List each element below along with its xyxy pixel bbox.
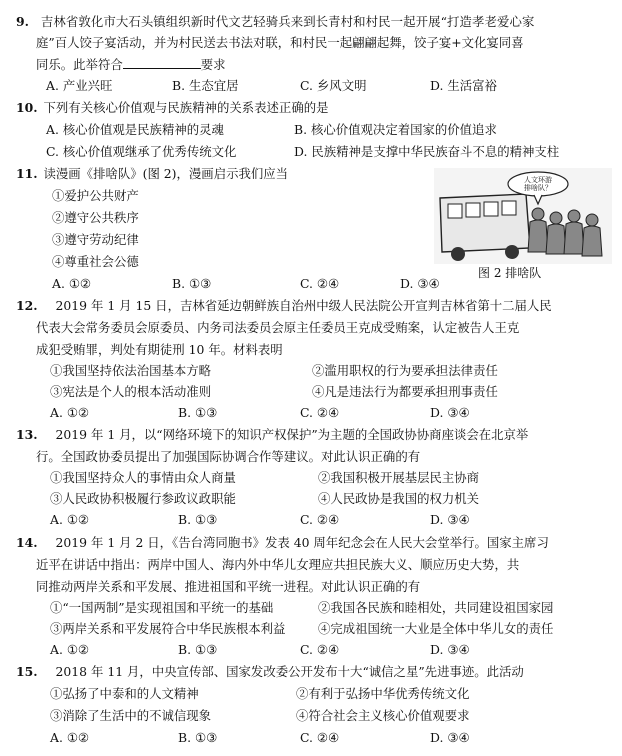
q11-item-2: ②遵守公共秩序 xyxy=(52,210,139,225)
q12-stem-2: 代表大会常务委员会原委员、内务司法委员会原主任委员王克成受贿案，认定被告人王克 xyxy=(36,320,520,335)
q9-stem-3b: 要求 xyxy=(200,57,226,72)
q13-option-b: B. ①③ xyxy=(178,512,218,527)
q10-number: 10. xyxy=(16,100,38,115)
q13-item-1: ①我国坚持众人的事情由众人商量 xyxy=(50,470,236,485)
q14-item-1: ①“一国两制”是实现祖国和平统一的基础 xyxy=(50,600,274,615)
q14-option-a: A. ①② xyxy=(50,642,90,657)
q15-number: 15. xyxy=(16,664,38,679)
q15-item-1: ①弘扬了中泰和的人文精神 xyxy=(50,686,199,701)
q14-option-b: B. ①③ xyxy=(178,642,218,657)
q11-item-1: ①爱护公共财产 xyxy=(52,188,139,203)
q15-item-3: ③消除了生活中的不诚信现象 xyxy=(50,708,212,723)
q9-option-c: C. 乡风文明 xyxy=(300,78,367,93)
q14-item-3: ③两岸关系和平发展符合中华民族根本利益 xyxy=(50,621,286,636)
q12-item-3: ③宪法是个人的根本活动准则 xyxy=(50,384,212,399)
q9-option-a: A. 产业兴旺 xyxy=(46,78,113,93)
q9-stem-1: 吉林省敦化市大石头镇组织新时代文艺轻骑兵来到长青村和村民一起开展“打造孝老爱心家 xyxy=(40,14,535,29)
q9-option-b: B. 生态宜居 xyxy=(172,78,239,93)
q15-option-b: B. ①③ xyxy=(178,730,218,745)
q13-number: 13. xyxy=(16,427,38,442)
q9-stem-2: 庭”百人饺子宴活动，并为村民送去书法对联，和村民一起翩翩起舞，饺子宴+文化宴同喜 xyxy=(36,35,524,50)
q15-option-a: A. ①② xyxy=(50,730,90,745)
q12-stem-1: 2019 年 1 月 15 日，吉林省延边朝鲜族自治州中级人民法院公开宣判吉林省第十二届人民 xyxy=(55,298,552,313)
q9-line-3 xyxy=(36,56,226,73)
q11-stem: 读漫画《排啥队》(图 2)，漫画启示我们应当 xyxy=(43,166,289,181)
q11-item-3: ③遵守劳动纪律 xyxy=(52,232,139,247)
q14-line-1 xyxy=(16,535,549,551)
q11-option-b: B. ①③ xyxy=(172,276,212,291)
q13-item-3: ③人民政协积极履行参政议政职能 xyxy=(50,491,236,506)
q13-option-a: A. ①② xyxy=(50,512,90,527)
q12-item-2: ②滥用职权的行为要承担法律责任 xyxy=(312,363,498,378)
q13-item-2: ②我国积极开展基层民主协商 xyxy=(318,470,480,485)
q14-item-2: ②我国各民族和睦相处，共同建设祖国家园 xyxy=(318,600,554,615)
q10-stem: 下列有关核心价值观与民族精神的关系表述正确的是 xyxy=(43,100,329,115)
q9-stem-3a: 同乐。此举符合 xyxy=(36,57,123,72)
q12-option-a: A. ①② xyxy=(50,405,90,420)
q10-option-b: B. 核心价值观决定着国家的价值追求 xyxy=(294,122,497,137)
q13-stem-1: 2019 年 1 月，以“网络环境下的知识产权保护”为主题的全国政协协商座谈会在北京举 xyxy=(55,427,529,442)
q10-option-c: C. 核心价值观继承了优秀传统文化 xyxy=(46,144,237,159)
q9-answer-blank xyxy=(123,56,201,69)
q14-option-d: D. ③④ xyxy=(430,642,470,657)
q15-option-c: C. ②④ xyxy=(300,730,340,745)
q11-option-c: C. ②④ xyxy=(300,276,340,291)
q13-option-c: C. ②④ xyxy=(300,512,340,527)
q10-option-d: D. 民族精神是支撑中华民族奋斗不息的精神支柱 xyxy=(294,144,560,159)
q15-item-2: ②有利于弘扬中华优秀传统文化 xyxy=(296,686,470,701)
svg-text:人文环游: 人文环游 xyxy=(524,176,552,184)
cartoon-queue-illustration xyxy=(434,168,612,264)
q12-stem-3: 成犯受贿罪，判处有期徒刑 10 年。材料表明 xyxy=(36,342,283,357)
q9-number: 9. xyxy=(16,14,29,29)
q9-option-d: D. 生活富裕 xyxy=(430,78,497,93)
q13-stem-2: 行。全国政协委员提出了加强国际协调合作等建议。对此认识正确的有 xyxy=(36,449,421,464)
q15-item-4: ④符合社会主义核心价值观要求 xyxy=(296,708,470,723)
q13-item-4: ④人民政协是我国的权力机关 xyxy=(318,491,480,506)
q11-number: 11. xyxy=(16,166,38,181)
q11-option-a: A. ①② xyxy=(52,276,92,291)
q14-stem-2: 近平在讲话中指出：两岸中国人、海内外中华儿女理应共担民族大义、顺应历史大势，共 xyxy=(36,557,520,572)
q9-line-1 xyxy=(16,14,534,30)
q11-item-4: ④尊重社会公德 xyxy=(52,254,139,269)
figure-caption: 图 2 排啥队 xyxy=(478,266,542,280)
q14-stem-1: 2019 年 1 月 2 日，《告台湾同胞书》发表 40 周年纪念会在人民大会堂举行。国家主席习 xyxy=(55,535,549,550)
q14-item-4: ④完成祖国统一大业是全体中华儿女的责任 xyxy=(318,621,554,636)
q11-line-1 xyxy=(16,166,288,182)
q15-line-1 xyxy=(16,664,524,680)
q10-option-a: A. 核心价值观是民族精神的灵魂 xyxy=(46,122,224,137)
q14-option-c: C. ②④ xyxy=(300,642,340,657)
q12-item-4: ④凡是违法行为都要承担刑事责任 xyxy=(312,384,498,399)
q13-line-1 xyxy=(16,427,528,443)
q14-number: 14. xyxy=(16,535,38,550)
q10-line-1 xyxy=(16,100,329,116)
q14-stem-3: 同推动两岸关系和平发展、推进祖国和平统一进程。对此认识正确的有 xyxy=(36,579,421,594)
q12-line-1 xyxy=(16,298,552,314)
q15-stem-1: 2018 年 11 月，中央宣传部、国家发改委公开发布十大“诚信之星”先进事迹。此活动 xyxy=(55,664,524,679)
q12-option-b: B. ①③ xyxy=(178,405,218,420)
q15-option-d: D. ③④ xyxy=(430,730,470,745)
q12-option-d: D. ③④ xyxy=(430,405,470,420)
q12-item-1: ①我国坚持依法治国基本方略 xyxy=(50,363,212,378)
q12-number: 12. xyxy=(16,298,38,313)
q12-option-c: C. ②④ xyxy=(300,405,340,420)
svg-text:排啥队？: 排啥队？ xyxy=(524,184,552,192)
q11-option-d: D. ③④ xyxy=(400,276,440,291)
q13-option-d: D. ③④ xyxy=(430,512,470,527)
